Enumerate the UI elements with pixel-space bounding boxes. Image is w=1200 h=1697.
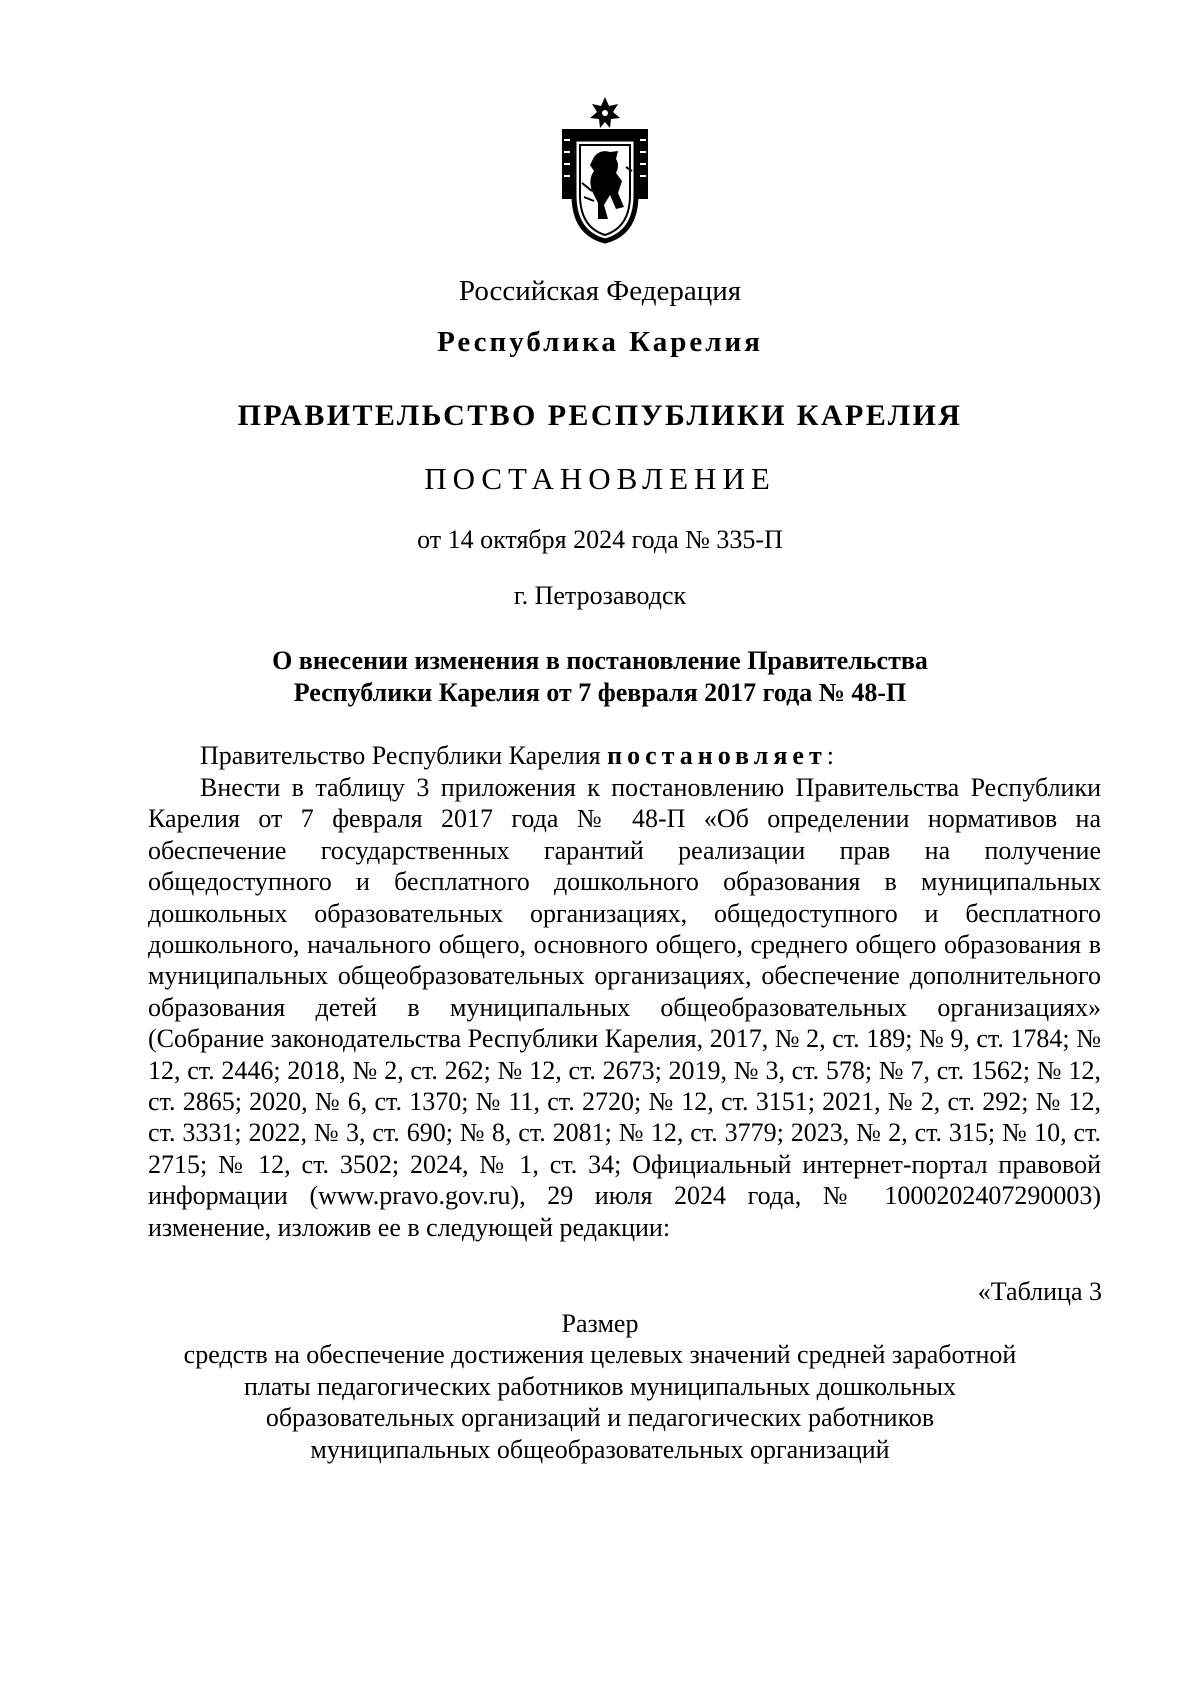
table-title-line-2: средств на обеспечение достижения целевых значений средней заработной (183, 1340, 1017, 1370)
main-paragraph: Внести в таблицу 3 приложения к постановлению Правительства Республики Карелия от 7 февраля 2017 года № 48-П «Об определении нормативов на обеспечение государственных гарантий реализации прав на получение общедоступного и бесплатного дошкольного образования в муниципальных дошкольных образовательных организациях, общедоступного и бесплатного дошкольного, начального общего, основного общего, среднего общего образования в муниципальных общеобразовательных организациях, обеспечение дополнительного образования детей в муниципальных общеобразовательных организациях» (Собрание законодательства Республики Карелия, 2017, № 2, ст. 189; № 9, ст. 1784; № 12, ст. 2446; 2018, № 2, ст. 262; № 12, ст. 2673; 2019, № 3, ст. 578; № 7, ст. 1562; № 12, ст. 2865; 2020, № 6, ст. 1370; № 11, ст. 2720; № 12, ст. 3151; 2021, № 2, ст. 292; № 12, ст. 3331; 2022, № 3, ст. 690; № 8, ст. 2081; № 12, ст. 3779; 2023, № 2, ст. 315; № 10, ст. 2715; № 12, ст. 3502; 2024, № 1, ст. 34; Официальный интернет-портал правовой информации (www.pravo.gov.ru), 29 июля 2024 года, № 1000202407290003) изменение, изложив ее в следующей редакции: (148, 773, 1101, 1242)
subject-line-2: Республики Карелия от 7 февраля 2017 года № 48-П (293, 678, 907, 707)
document-type: ПОСТАНОВЛЕНИЕ (424, 461, 776, 496)
resolution-intro (200, 740, 1100, 771)
country-name: Российская Федерация (458, 275, 742, 307)
subject-line-1: О внесении изменения в постановление Правительства (272, 646, 928, 675)
table-title (0, 1308, 1200, 1465)
document-city: г. Петрозаводск (513, 581, 687, 610)
table-title-line-4: образовательных организаций и педагогических работников (265, 1403, 935, 1433)
document-date-number: от 14 октября 2024 года № 335-П (417, 525, 783, 554)
intro-keyword: постановляет (607, 741, 827, 770)
table-reference: «Таблица 3 (977, 1277, 1102, 1306)
document-subject (0, 645, 1200, 709)
table-title-line-3: платы педагогических работников муниципальных дошкольных (243, 1371, 957, 1401)
karelia-coat-of-arms-icon (560, 95, 650, 245)
table-title-line-1: Размер (561, 1309, 639, 1338)
table-title-line-5: муниципальных общеобразовательных организаций (310, 1434, 890, 1464)
intro-prefix: Правительство Республики Карелия (200, 741, 608, 770)
government-name: ПРАВИТЕЛЬСТВО РЕСПУБЛИКИ КАРЕЛИЯ (237, 399, 963, 432)
republic-name: Республика Карелия (437, 326, 763, 358)
intro-suffix: : (826, 741, 834, 770)
